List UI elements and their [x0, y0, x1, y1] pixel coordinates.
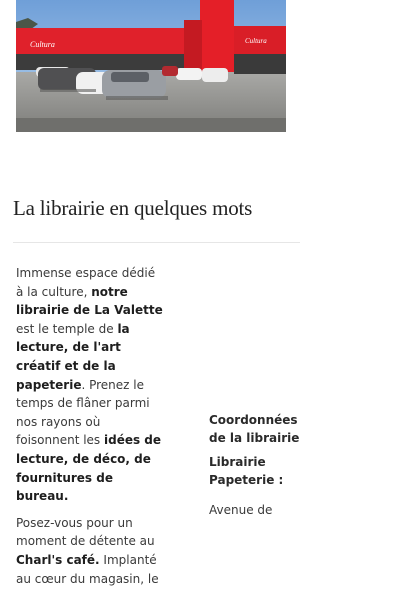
description-paragraph-2 [16, 514, 166, 588]
store-photo [16, 0, 286, 132]
store-type-label: Librairie Papeterie : [209, 455, 284, 487]
sign-left: Cultura [30, 40, 55, 49]
text-run: est le temple de [16, 321, 118, 336]
cafe-name: Charl's café. [16, 552, 100, 567]
sign-right: Cultura [245, 37, 267, 45]
divider [13, 242, 300, 243]
text-run: Immense espace dédié à la culture, [16, 266, 156, 299]
description-paragraph-1 [16, 264, 166, 506]
text-run: . Prenez le temps de flâner parmi nos rayons où foisonnent les [16, 377, 150, 448]
section-title: La librairie en quelques mots [13, 196, 253, 220]
text-run: Posez-vous pour un moment de détente au [16, 515, 155, 549]
contact-heading: Coordonnées de la librairie [209, 413, 300, 445]
text-run-bold: idées de lecture, de déco, de fournitures de bureau. [16, 433, 162, 504]
text-run: Implanté au cœur du magasin, le [16, 552, 159, 586]
contact-sidebar [209, 411, 304, 519]
text-run-bold: la lecture, de l'art créatif et de la papeterie [16, 321, 130, 392]
description-column [16, 264, 166, 596]
text-run-bold: notre librairie de La Valette [16, 284, 163, 318]
address-text: Avenue de [209, 503, 273, 517]
